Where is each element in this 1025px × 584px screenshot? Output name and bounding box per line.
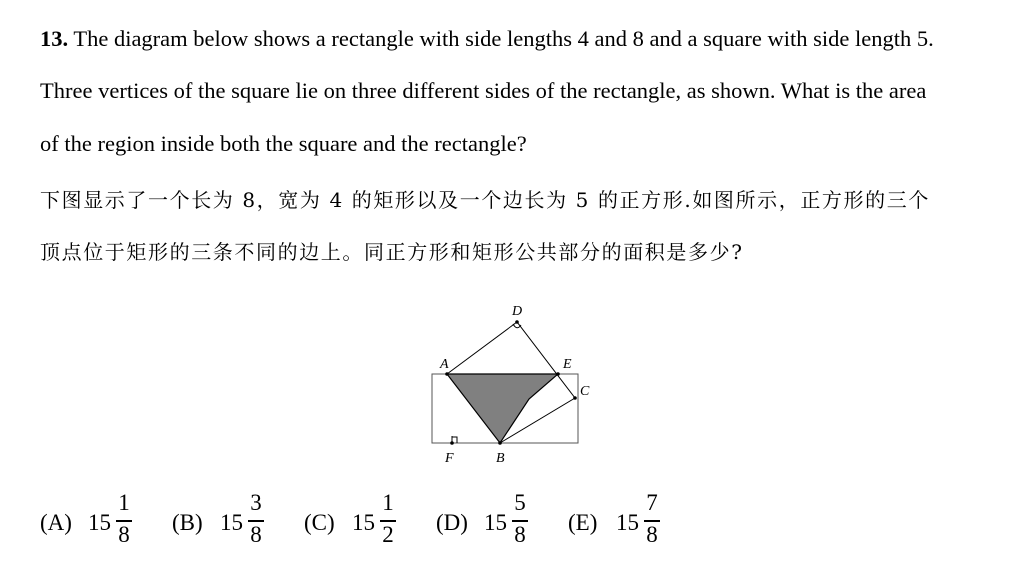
denominator: 8 bbox=[646, 522, 658, 547]
geometry-diagram bbox=[405, 298, 605, 473]
vertex-c-dot bbox=[573, 396, 577, 400]
label-a: A bbox=[440, 357, 449, 372]
choice-letter: (B) bbox=[172, 510, 203, 535]
overlap-region bbox=[447, 374, 558, 443]
chinese-line-1: 下图显示了一个长为 8，宽为 4 的矩形以及一个边长为 5 的正方形.如图所示，正方形的三个 bbox=[40, 188, 930, 212]
label-b: B bbox=[496, 451, 505, 466]
numerator: 7 bbox=[646, 490, 658, 515]
numerator: 1 bbox=[118, 490, 130, 515]
choice-letter: (D) bbox=[436, 510, 468, 535]
english-line-3: of the region inside both the square and the rectangle? bbox=[40, 131, 527, 156]
choice-whole: 15 bbox=[352, 510, 375, 535]
choice-whole: 15 bbox=[88, 510, 111, 535]
chinese-line-2: 顶点位于矩形的三条不同的边上。同正方形和矩形公共部分的面积是多少? bbox=[40, 240, 744, 264]
denominator: 8 bbox=[250, 522, 262, 547]
problem-line-1 bbox=[40, 26, 934, 52]
answer-choices bbox=[40, 490, 1000, 560]
problem-number: 13. bbox=[40, 26, 69, 51]
vertex-b-dot bbox=[498, 441, 502, 445]
vertex-f-dot bbox=[450, 441, 454, 445]
numerator: 3 bbox=[250, 490, 262, 515]
choice-letter: (A) bbox=[40, 510, 72, 535]
label-c: C bbox=[580, 384, 590, 399]
choice-whole: 15 bbox=[484, 510, 507, 535]
denominator: 8 bbox=[514, 522, 526, 547]
english-line-2: Three vertices of the square lie on three different sides of the rectangle, as shown. What is the area bbox=[40, 78, 927, 103]
numerator: 5 bbox=[514, 490, 526, 515]
denominator: 8 bbox=[118, 522, 130, 547]
label-f: F bbox=[445, 451, 454, 466]
vertex-d-dot bbox=[515, 320, 519, 324]
numerator: 1 bbox=[382, 490, 394, 515]
english-line-1: The diagram below shows a rectangle with side lengths 4 and 8 and a square with side length 5. bbox=[73, 26, 934, 51]
choice-whole: 15 bbox=[220, 510, 243, 535]
choice-letter: (C) bbox=[304, 510, 335, 535]
choice-letter: (E) bbox=[568, 510, 598, 535]
vertex-e-dot bbox=[556, 372, 560, 376]
label-e: E bbox=[563, 357, 572, 372]
label-d: D bbox=[512, 304, 523, 319]
choice-whole: 15 bbox=[616, 510, 639, 535]
vertex-a-dot bbox=[445, 372, 449, 376]
denominator: 2 bbox=[382, 522, 394, 547]
